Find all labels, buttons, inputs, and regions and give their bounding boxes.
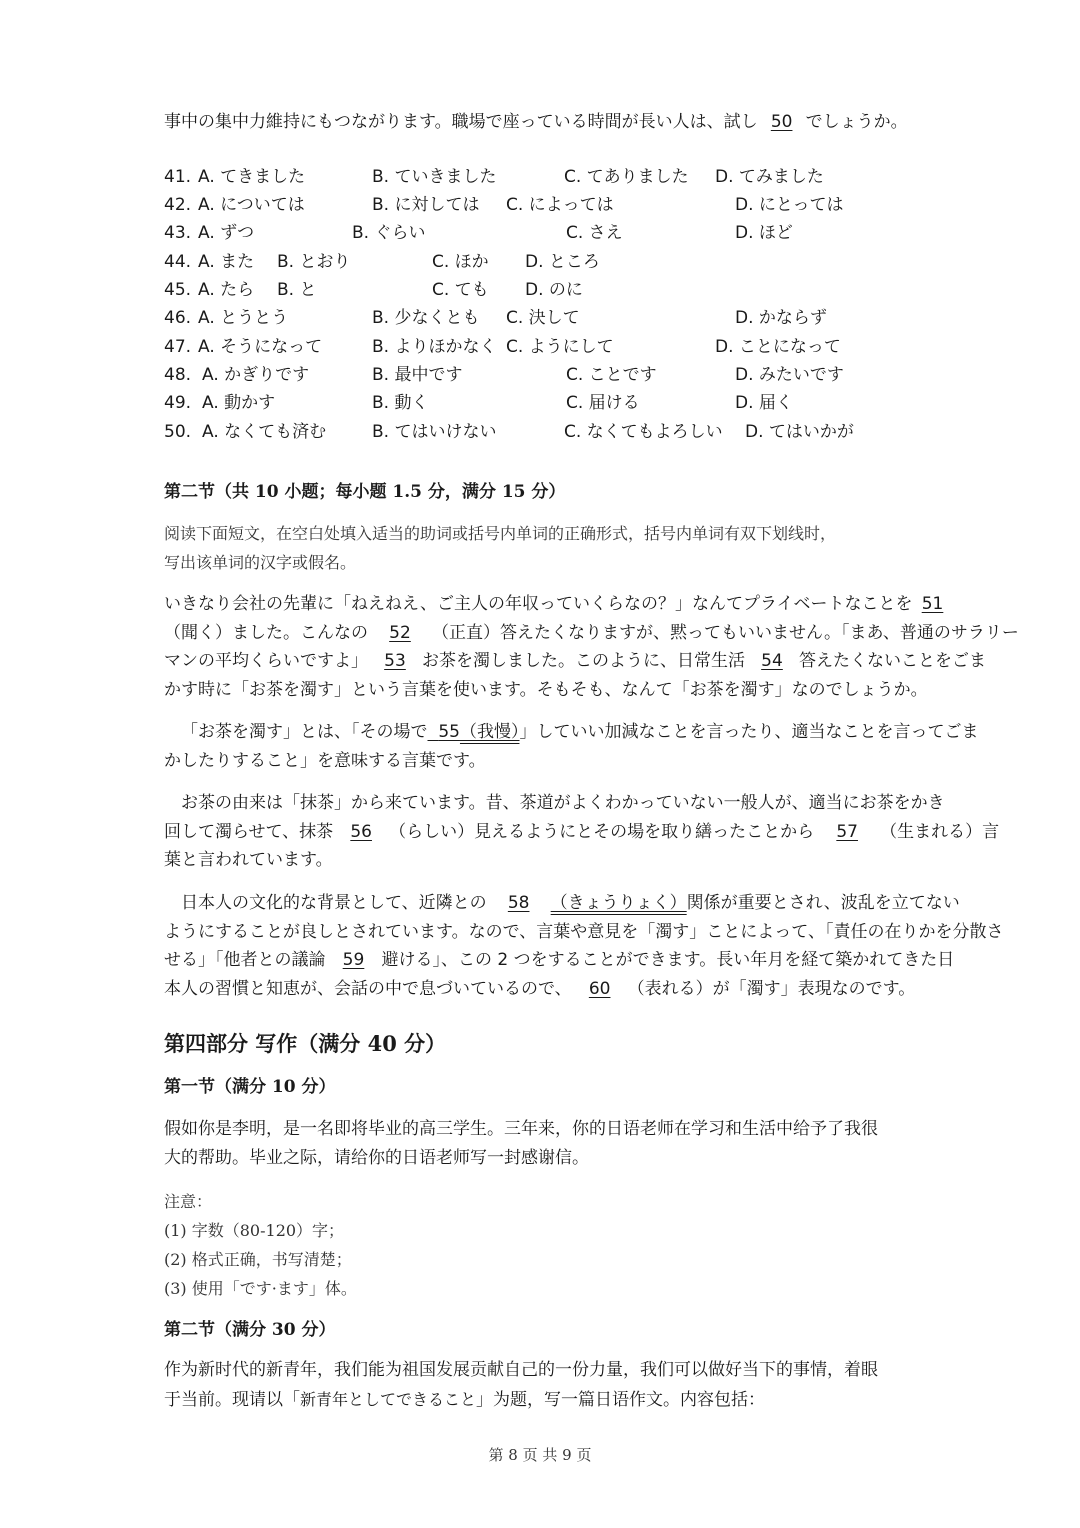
passage-continuation-line: 事中の集中力維持にもつながります。職場で座っている時間が長い人は、試し 50 でしょうか。 xyxy=(164,108,924,136)
passage-paragraph: お茶の由来は「抹茶」から来ています。昔、茶道がよくわかっていない一般人が、適当にお茶をかき 回して濁らせて、抹茶 56 （らしい）見えるようにとその場を取り繕ったことから 57 （生まれる）言 葉と言われています。 xyxy=(164,793,1000,870)
blank-51: 51 xyxy=(921,594,944,614)
blank-53: 53 xyxy=(384,651,406,671)
essay-topic: 新青年としてできること xyxy=(300,1390,477,1409)
section-instructions: 阅读下面短文，在空白处填入适当的助词或括号内单词的正确形式，括号内单词有双下划线时， 写出该单词的汉字或假名。 xyxy=(164,524,837,572)
part-title: 第四部分 写作（满分 40 分） xyxy=(164,1031,447,1056)
exam-page: 事中の集中力維持にもつながります。職場で座っている時間が長い人は、試し 50 でしょうか。 41. A. てきました B. ていきました C. てありました D. てみました 42. A. については B. に対しては C. によっては D. にとっては 43. A. ずつ B. ぐらい C. さえ D. ほど 44. A. また B. とおり C. ほか D. ところ 45. A. たら B. と C. ても D. のに 46. A. とうとう B. 少なくとも C. 決して D. かならず 47. A. そうになって B. よりほかなく C. ようにして D. ことになって 48. A. かぎりです B. 最中です C. ことです D. みたいです 49. A. 動かす B. 動く C. 届ける D. 届く 50. A. なくても済む B. てはいけない C. なくてもよろしい D. てはいかが 第二节（共 10 小题；每小题 1.5 分，满分 15 分） 阅读下面短文，在空白处填入适当的助词或括号内单词的正确形式，括号内单词有双下划线时， 写出该单词的汉字或假名。 いきなり会社の先輩に「ねえねえ、ご主人の年収っていくらなの？」なんてプライベートなことを 51 （聞く）ました。こんなの 52 （正直）答えたくなりますが、黙ってもいいません。「まあ、普通のサラリー マンの平均くらいですよ」 53 お茶を濁しました。このように、日常生活 54 答えたくないことをごま かす時に「お茶を濁す」という言葉を使います。そもそも、なんて「お茶を濁す」なのでしょうか。 「お茶を濁す」とは、「その場で 55（我慢）」していい加減なことを言ったり、適当なことを言ってごま かしたりすること」を意味する言葉です。 お茶の由来は「抹茶」から来ています。昔、茶道がよくわかっていない一般人が、適当にお茶をかき 回して濁らせて、抹茶 56 （らしい）見えるようにとその場を取り繕ったことから 57 （生まれる）言 葉と言われています。 日本人の文化的な背景として、近隣との 58 （きょうりょく）関係が重要とされ、波乱を立てない ようにすることが良しとされています。なので、言葉や意見を「濁す」ことによって、「責任の在りかを分散さ せる」「他者との議論 59 避ける」、この 2 つをすることができます。長い年月を経て築かれてきた日 本人の習慣と知恵が、会話の中で息づいているので、 60 （表れる）が「濁す」表現なのです。 第四部分 写作（满分 40 分） 第一节（满分 10 分） 假如你是李明，是一名即将毕业的高三学生。三年来，你的日语老师在学习和生活中给予了我很 大的帮助。毕业之际，请给你的日语老师写一封感谢信。 注意： (1) 字数（80-120）字； (2) 格式正确，书写清楚； (3) 使用「です·ます」体。 第二节（满分 30 分） 作为新时代的新青年，我们能为祖国发展贡献自己的一份力量，我们可以做好当下的事情，着眼 于当前。现请以「新青年としてできること」为题，写一篇日语作文。内容包括： 第 8 页 共 9 页 xyxy=(0,0,1080,1528)
passage-paragraph: 日本人の文化的な背景として、近隣との 58 （きょうりょく）関係が重要とされ、波乱を立てない ようにすることが良しとされています。なので、言葉や意見を「濁す」ことによって、「責任の在りかを分散さ せる」「他者との議論 59 避ける」、この 2 つをすることができます。長い年月を経て築かれてきた日 本人の習慣と知恵が、会話の中で息づいているので、 60 （表れる）が「濁す」表現なのです。 xyxy=(164,889,924,1003)
blank-57: 57 xyxy=(836,821,858,842)
notes: 注意： (1) 字数（80-120）字； (2) 格式正确，书写清楚； (3) 使用「です·ます」体。 xyxy=(164,1192,357,1298)
blank-56: 56 xyxy=(350,821,372,842)
page-number: 第 8 页 共 9 页 xyxy=(488,1446,592,1464)
section-title: 第二节（满分 30 分） xyxy=(164,1320,336,1340)
writing-prompt-2: 作为新时代的新青年，我们能为祖国发展贡献自己的一份力量，我们可以做好当下的事情，着眼 于当前。现请以「新青年としてできること」为题，写一篇日语作文。内容包括： xyxy=(164,1360,878,1410)
blank-52: 52 xyxy=(389,622,411,643)
blank-55: 55（我慢） xyxy=(438,722,520,742)
passage-paragraph: 「お茶を濁す」とは、「その場で 55（我慢）」していい加減なことを言ったり、適当なことを言ってごま かしたりすること」を意味する言葉です。 xyxy=(164,722,979,771)
blank-59: 59 xyxy=(342,950,365,970)
writing-prompt-1: 假如你是李明，是一名即将毕业的高三学生。三年来，你的日语老师在学习和生活中给予了我很 大的帮助。毕业之际，请给你的日语老师写一封感谢信。 xyxy=(164,1119,878,1168)
blank-54: 54 xyxy=(761,651,783,671)
blank-50: 50 xyxy=(770,112,793,132)
blank-58: 58 xyxy=(507,893,530,913)
section-title: 第二节（共 10 小题；每小题 1.5 分，满分 15 分） xyxy=(164,482,566,502)
blank-60: 60 xyxy=(588,978,611,999)
section-title: 第一节（满分 10 分） xyxy=(164,1077,336,1097)
passage-paragraph: いきなり会社の先輩に「ねえねえ、ご主人の年収っていくらなの？」なんてプライベートなことを 51 （聞く）ました。こんなの 52 （正直）答えたくなりますが、黙ってもいいません。「まあ、普通のサラリー マンの平均くらいですよ」 53 お茶を濁しました。このように、日常生活 54 答えたくないことをごま かす時に「お茶を濁す」という言葉を使います。そもそも、なんて「お茶を濁す」なのでしょうか。 xyxy=(164,590,924,704)
